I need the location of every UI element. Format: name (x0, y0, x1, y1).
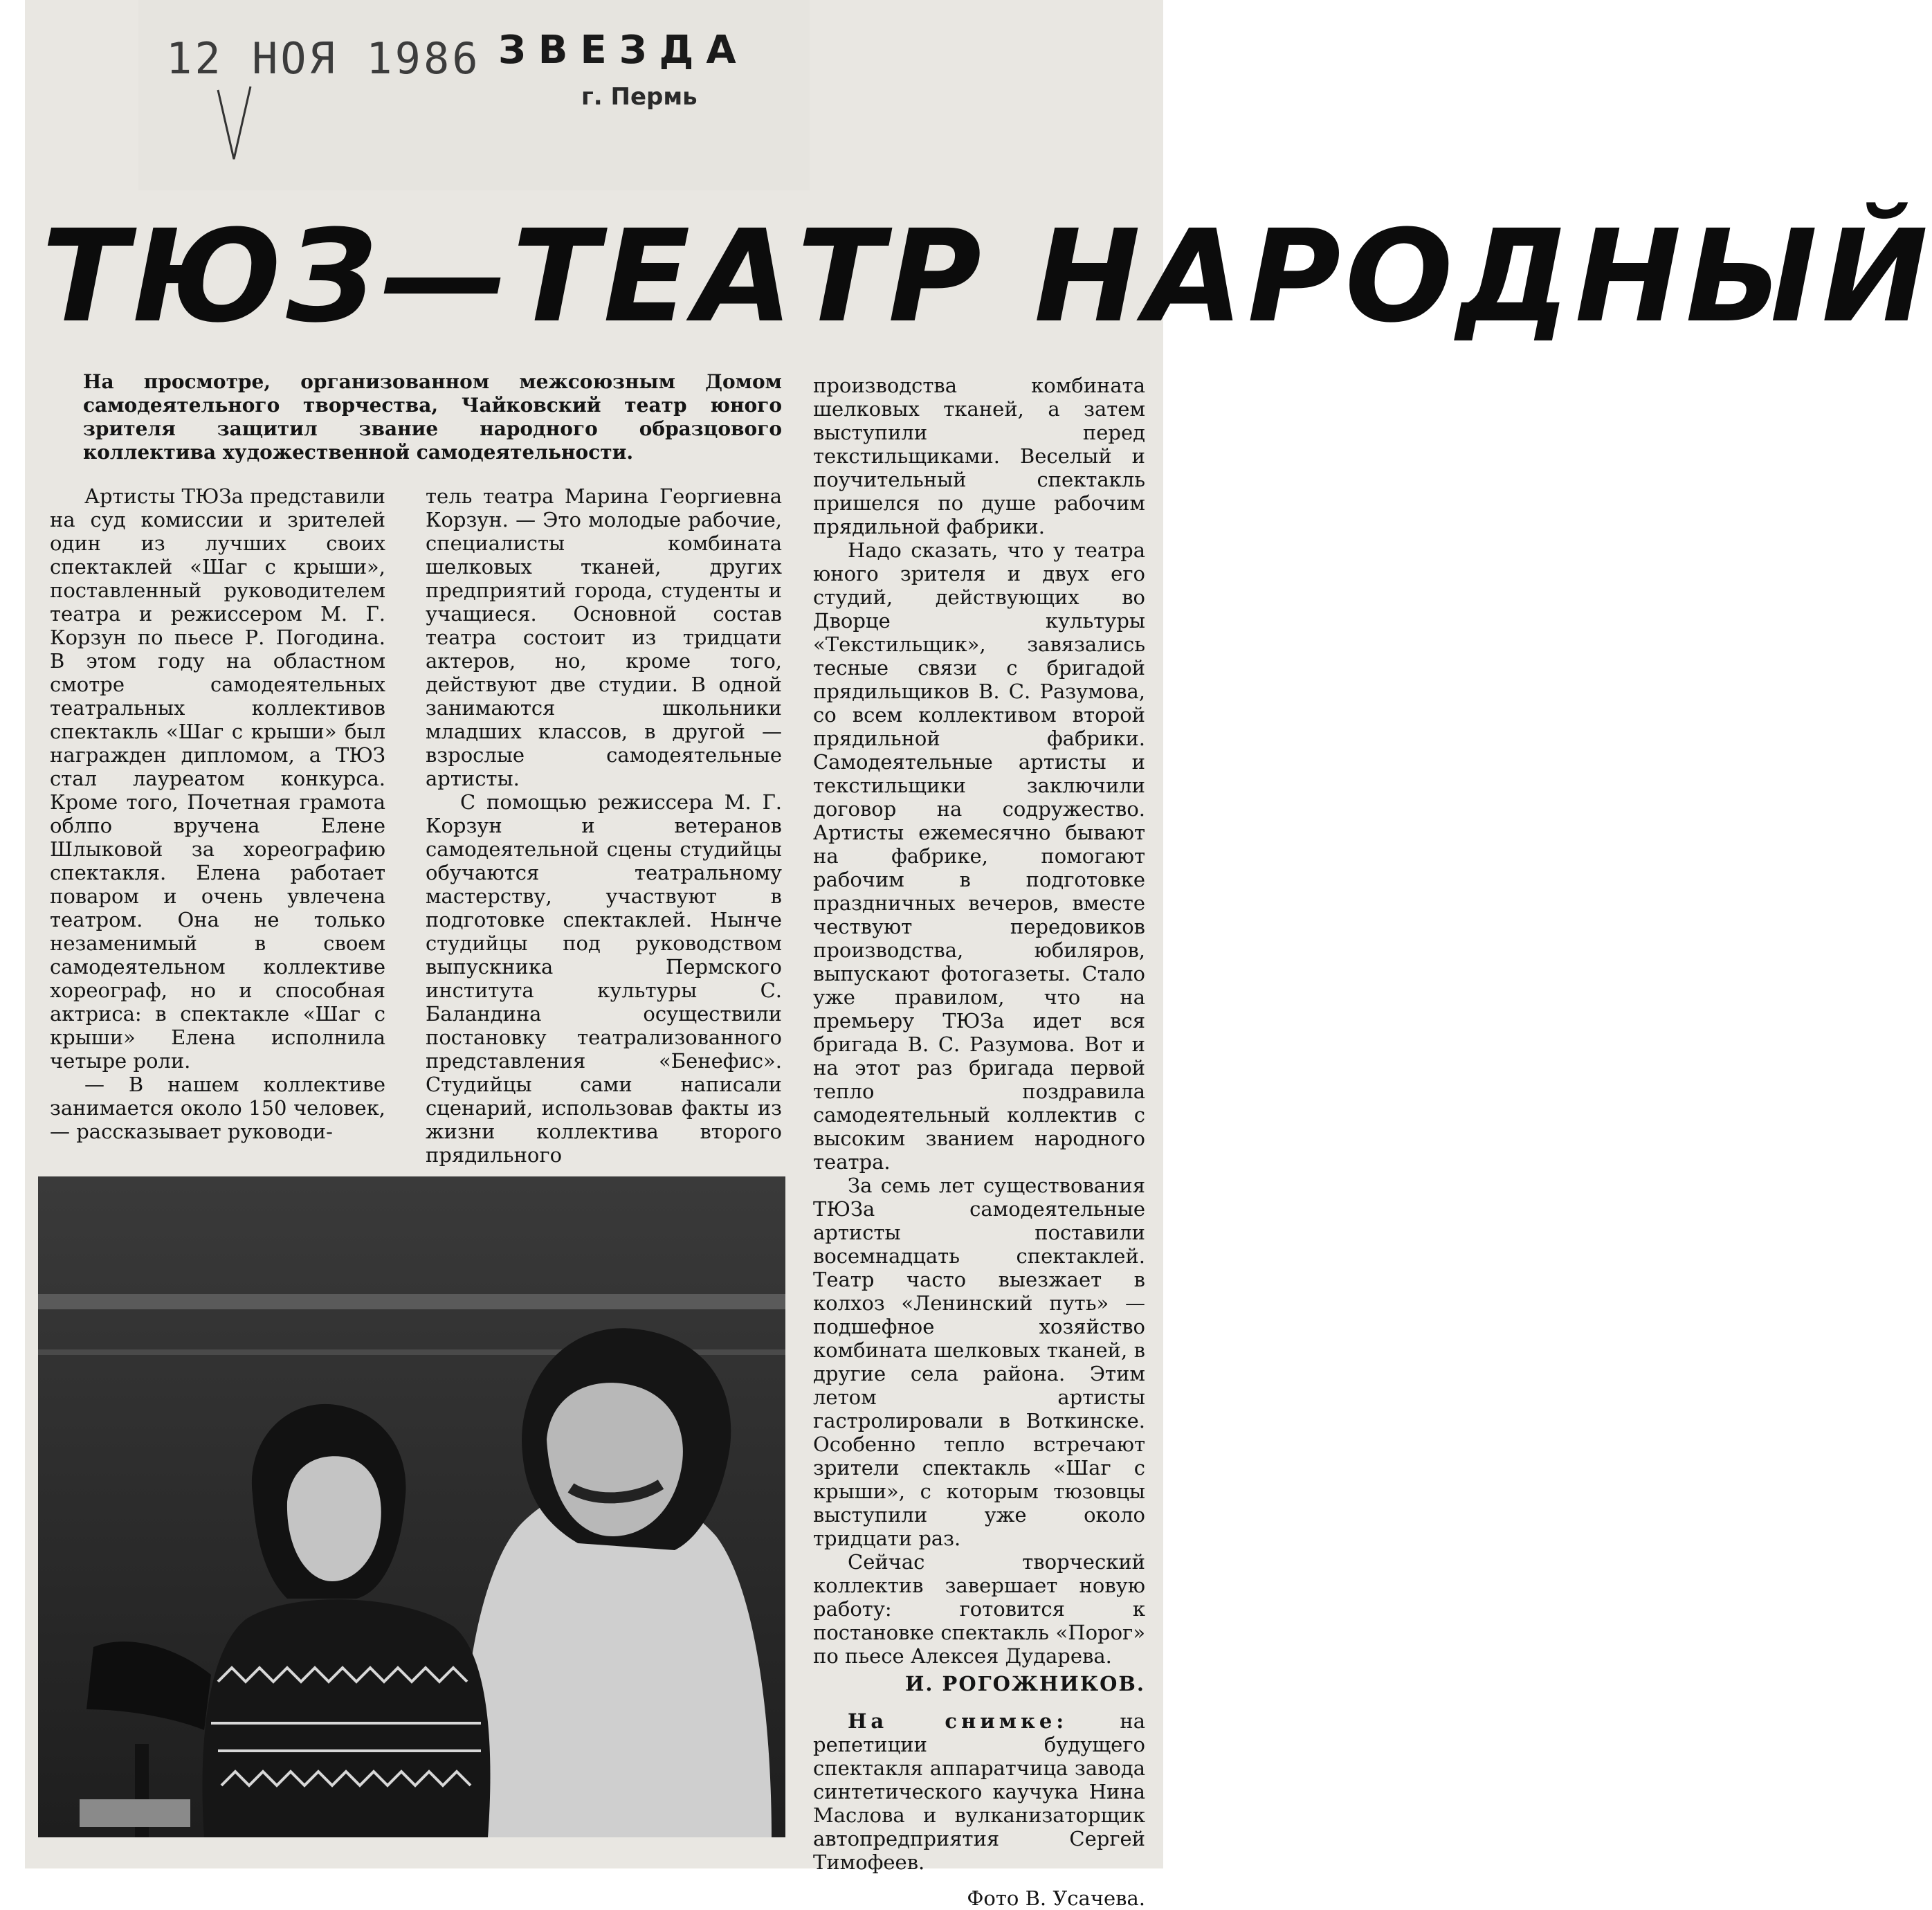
article-column-1 (50, 484, 385, 1143)
caption-text: на репетиции будущего спектакля аппаратчица завода синтетического каучука Нина Маслова и вулканизаторщик автопредприятия Сергей Тимофеев. (813, 1709, 1145, 1874)
paragraph: — В нашем коллективе занимается около 150 человек, — рассказывает руководи- (50, 1073, 385, 1143)
lead-paragraph: На просмотре, организованном межсоюзным Домом самодеятельного творчества, Чайковский театр юного зрителя защитил звание народного образцового коллектива художественной самодеятельности. (83, 370, 782, 464)
photo-illustration (38, 1176, 785, 1837)
photo-caption (813, 1709, 1145, 1874)
date-stamp: 12 НОЯ 1986 (166, 33, 481, 84)
paragraph: Сейчас творческий коллектив завершает новую работу: готовится к постановке спектакль «Порог» по пьесе Алексея Дударева. (813, 1550, 1145, 1668)
caption-lead: На снимке: (848, 1709, 1068, 1733)
rehearsal-photo (38, 1176, 785, 1837)
paragraph: производства комбината шелковых тканей, а затем выступили перед текстильщиками. Веселый и поучительный спектакль пришелся по душе рабочим прядильной фабрики. (813, 374, 1145, 538)
paragraph: С помощью режиссера М. Г. Корзун и ветеранов самодеятельной сцены студийцы обучаются театральному мастерству, участвуют в подготовке спектаклей. Нынче студийцы под руководством выпускника Пермского института культуры С. Баландина осуществили постановку театрализованного представления «Бенефис». Студийцы сами написали сценарий, использовав факты из жизни коллектива второго прядильного (426, 790, 782, 1167)
paragraph: Надо сказать, что у театра юного зрителя и двух его студий, действующих во Дворце культуры «Текстильщик», завязались тесные связи с бригадой прядильщиков В. С. Разумова, со всем коллективом второй прядильной фабрики. Самодеятельные артисты и текстильщики заключили договор на содружество. Артисты ежемесячно бывают на фабрике, помогают рабочим в подготовке праздничных вечеров, вместе чествуют передовиков производства, юбиляров, выпускают фотогазеты. Стало уже правилом, что на премьеру ТЮЗа идет вся бригада В. С. Разумова. Вот и на этот раз бригада первой тепло поздравила самодеятельный коллектив с высоким званием народного театра. (813, 538, 1145, 1174)
newspaper-name: ЗВЕЗДА (498, 28, 749, 73)
headline: ТЮЗ—ТЕАТР НАРОДНЫЙ (42, 203, 1932, 351)
paragraph: Артисты ТЮЗа представили на суд комиссии и зрителей один из лучших своих спектаклей «Шаг с крыши», поставленный руководителем театра и режиссером М. Г. Корзун по пьесе Р. Погодина. В этом году на областном смотре самодеятельных театральных коллективов спектакль «Шаг с крыши» был награжден дипломом, а ТЮЗ стал лауреатом конкурса. Кроме того, Почетная грамота облпо вручена Елене Шлыковой за хореографию спектакля. Елена работает поваром и очень увлечена театром. Она не только незаменимый в своем самодеятельном коллективе хореограф, но и способная актриса: в спектакле «Шаг с крыши» Елена исполнила четыре роли. (50, 484, 385, 1073)
article-column-2 (426, 484, 782, 1167)
paragraph: За семь лет существования ТЮЗа самодеятельные артисты поставили восемнадцать спектаклей. Театр часто выезжает в колхоз «Ленинский путь» — подшефное хозяйство комбината шелковых тканей, в другие села района. Этим летом артисты гастролировали в Воткинске. Особенно тепло встречают зрители спектакль «Шаг с крыши», с которым тюзовцы выступили уже около тридцати раз. (813, 1174, 1145, 1550)
photo-credit: Фото В. Усачева. (967, 1886, 1145, 1910)
newspaper-city: г. Пермь (581, 83, 698, 111)
checkmark-icon (215, 83, 256, 166)
author-block (813, 1668, 1145, 1700)
article-column-3 (813, 374, 1145, 1910)
author-signature: И. РОГОЖНИКОВ. (904, 1672, 1145, 1695)
paragraph: тель театра Марина Георгиевна Корзун. — Это молодые рабочие, специалисты комбината шелковых тканей, других предприятий города, студенты и учащиеся. Основной состав театра состоит из тридцати актеров, но, кроме того, действуют две студии. В одной занимаются школьники младших классов, в другой — взрослые самодеятельные артисты. (426, 484, 782, 790)
